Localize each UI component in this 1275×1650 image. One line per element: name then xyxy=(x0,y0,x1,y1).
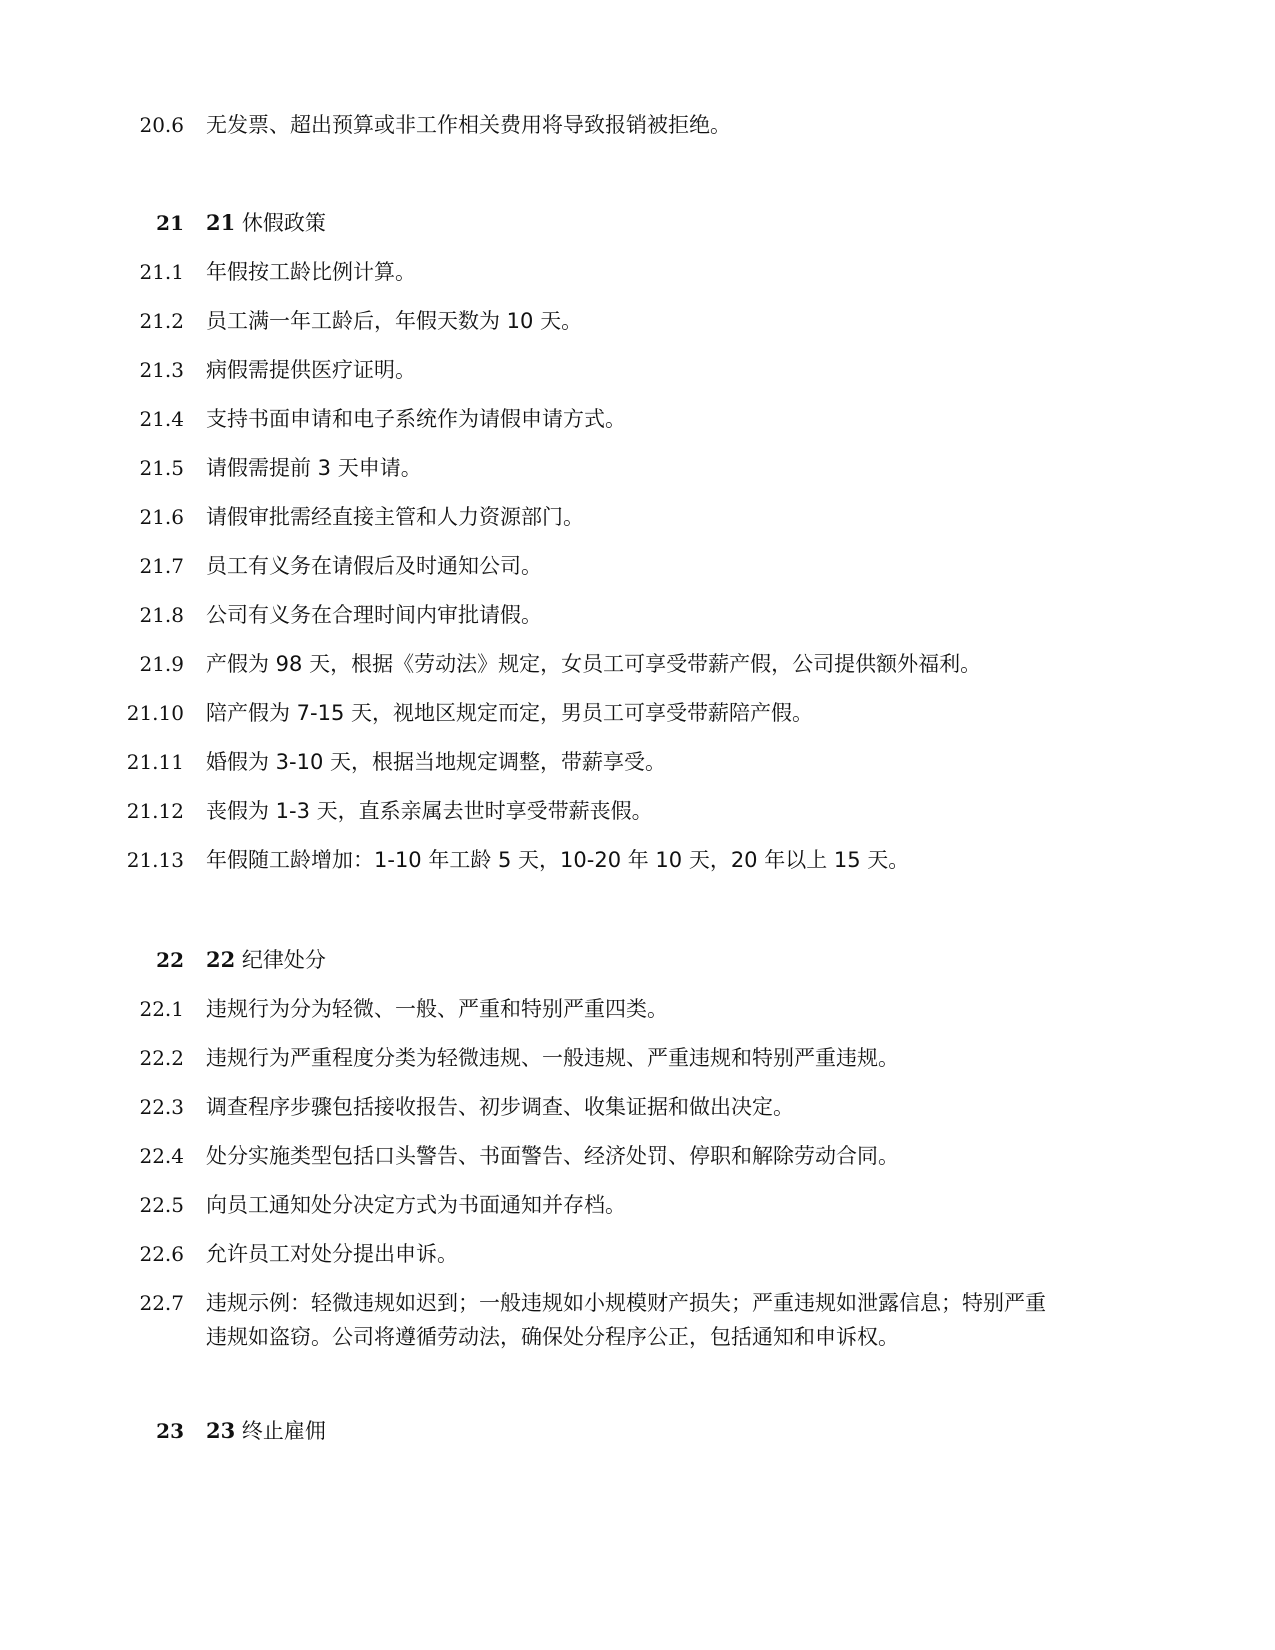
clause-number: 22.1 xyxy=(139,997,184,1021)
section-title: 23 终止雇佣 xyxy=(206,1418,326,1443)
clause-number: 20.6 xyxy=(139,113,184,137)
clause-number: 22.4 xyxy=(139,1144,184,1168)
clause-number: 22.3 xyxy=(139,1095,184,1119)
clause-text: 处分实施类型包括口头警告、书面警告、经济处罚、停职和解除劳动合同。 xyxy=(206,1144,899,1168)
clause-number: 21.6 xyxy=(139,505,184,529)
clause-number: 22.7 xyxy=(139,1291,184,1315)
clause-text: 婚假为 3-10 天，根据当地规定调整，带薪享受。 xyxy=(206,750,667,774)
clause-number: 21.4 xyxy=(139,407,184,431)
clause-text: 年假按工龄比例计算。 xyxy=(206,260,416,284)
clause-text: 丧假为 1-3 天，直系亲属去世时享受带薪丧假。 xyxy=(206,799,653,823)
clause-text: 向员工通知处分决定方式为书面通知并存档。 xyxy=(206,1193,626,1217)
clause-number: 22.2 xyxy=(139,1046,184,1070)
clause-text: 陪产假为 7-15 天，视地区规定而定，男员工可享受带薪陪产假。 xyxy=(206,701,814,725)
clause-number: 22.5 xyxy=(139,1193,184,1217)
clause-number: 21.8 xyxy=(139,603,184,627)
clause-text: 无发票、超出预算或非工作相关费用将导致报销被拒绝。 xyxy=(206,113,731,137)
clause-text: 病假需提供医疗证明。 xyxy=(206,358,416,382)
clause-number: 21.9 xyxy=(139,652,184,676)
clause-text: 违规行为分为轻微、一般、严重和特别严重四类。 xyxy=(206,997,668,1021)
clause-text: 支持书面申请和电子系统作为请假申请方式。 xyxy=(206,407,626,431)
clause-text: 违规行为严重程度分类为轻微违规、一般违规、严重违规和特别严重违规。 xyxy=(206,1046,899,1070)
clause-text: 公司有义务在合理时间内审批请假。 xyxy=(206,603,542,627)
clause-text: 调查程序步骤包括接收报告、初步调查、收集证据和做出决定。 xyxy=(206,1095,794,1119)
clause-text: 产假为 98 天，根据《劳动法》规定，女员工可享受带薪产假，公司提供额外福利。 xyxy=(206,652,982,676)
clause-number: 21.3 xyxy=(139,358,184,382)
clause-number: 21.10 xyxy=(126,701,184,725)
clause-text: 请假需提前 3 天申请。 xyxy=(206,456,422,480)
clause-number: 21.12 xyxy=(126,799,184,823)
section-number: 22 xyxy=(156,948,184,972)
clause-text: 请假审批需经直接主管和人力资源部门。 xyxy=(206,505,584,529)
section-number: 23 xyxy=(156,1419,184,1443)
clause-number: 21.11 xyxy=(126,750,184,774)
clause-text: 员工满一年工龄后，年假天数为 10 天。 xyxy=(206,309,583,333)
clause-number: 21.5 xyxy=(139,456,184,480)
clause-text: 违规示例：轻微违规如迟到；一般违规如小规模财产损失；严重违规如泄露信息；特别严重 违规如盗窃。公司将遵循劳动法，确保处分程序公正，包括通知和申诉权。 xyxy=(206,1291,1046,1349)
clause-number: 21.2 xyxy=(139,309,184,333)
clause-number: 21.7 xyxy=(139,554,184,578)
section-title: 21 休假政策 xyxy=(206,210,326,235)
section-title: 22 纪律处分 xyxy=(206,947,326,972)
clause-number: 22.6 xyxy=(139,1242,184,1266)
clause-number: 21.1 xyxy=(139,260,184,284)
clause-text: 允许员工对处分提出申诉。 xyxy=(206,1242,458,1266)
clause-number: 21.13 xyxy=(126,848,184,872)
clause-text: 员工有义务在请假后及时通知公司。 xyxy=(206,554,542,578)
clause-text: 年假随工龄增加：1-10 年工龄 5 天，10-20 年 10 天，20 年以上 15 天。 xyxy=(206,848,910,872)
section-number: 21 xyxy=(156,211,184,235)
